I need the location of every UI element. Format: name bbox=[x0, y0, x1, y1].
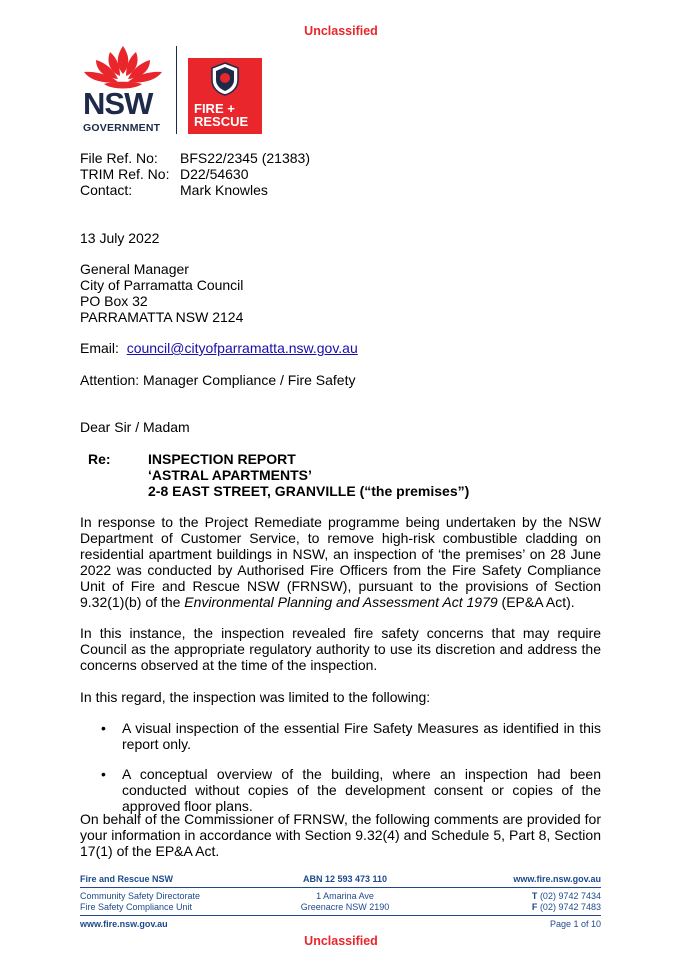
email-line bbox=[80, 340, 358, 356]
attention-line: Attention: Manager Compliance / Fire Safety bbox=[80, 372, 356, 388]
bullet-icon: • bbox=[101, 766, 106, 782]
bullet-item: A visual inspection of the essential Fire Safety Measures as identified in this report only. bbox=[122, 720, 601, 752]
address-line: City of Parramatta Council bbox=[80, 277, 244, 293]
email-link[interactable]: council@cityofparramatta.nsw.gov.au bbox=[126, 340, 358, 356]
waratah-icon bbox=[80, 44, 166, 92]
ref-label: Contact: bbox=[80, 182, 133, 198]
re-line: ‘ASTRAL APARTMENTS’ bbox=[148, 467, 312, 483]
paragraph-concerns: In this instance, the inspection revealed fire safety concerns that may require Council as the appropriate regulatory authority to use its discretion and address the concerns observed at the time of the inspection. bbox=[80, 625, 601, 673]
ref-row bbox=[80, 150, 310, 166]
page-number: Page 1 of 10 bbox=[549, 919, 601, 929]
ref-row bbox=[80, 182, 310, 198]
re-line: 2-8 EAST STREET, GRANVILLE (“the premises”) bbox=[148, 483, 470, 499]
ref-value: BFS22/2345 (21383) bbox=[180, 150, 310, 166]
bullet-item: A conceptual overview of the building, where an inspection had been conducted without copies of the development consent or copies of the approved floor plans. bbox=[122, 766, 601, 814]
ref-value: Mark Knowles bbox=[180, 182, 268, 198]
paragraph-intro bbox=[80, 514, 601, 610]
footer-website-left[interactable]: www.fire.nsw.gov.au bbox=[80, 919, 168, 929]
footer-dir-line: Community Safety Directorate bbox=[80, 891, 201, 901]
act-title: Environmental Planning and Assessment Act 1979 bbox=[184, 594, 498, 610]
fax-label: F bbox=[531, 902, 538, 912]
bullet-icon: • bbox=[101, 720, 106, 736]
classification-top: Unclassified bbox=[304, 24, 378, 38]
fire-rescue-line2: RESCUE bbox=[194, 114, 249, 129]
phone-value: (02) 9742 7434 bbox=[539, 891, 601, 901]
footer-divider bbox=[80, 915, 601, 916]
paragraph-limitations: In this regard, the inspection was limited to the following: bbox=[80, 689, 431, 705]
address-line: General Manager bbox=[80, 261, 189, 277]
fire-rescue-line1: FIRE + bbox=[194, 101, 235, 116]
footer-website[interactable]: www.fire.nsw.gov.au bbox=[513, 874, 601, 884]
nsw-logo-text: NSW bbox=[83, 86, 153, 121]
footer-address-line: Greenacre NSW 2190 bbox=[300, 902, 390, 912]
ref-label: File Ref. No: bbox=[80, 150, 158, 166]
paragraph-commissioner: On behalf of the Commissioner of FRNSW, the following comments are provided for your information in accordance with Section 9.32(4) and Schedule 5, Part 8, Section 17(1) of the EP&A Act. bbox=[80, 811, 601, 859]
address-line: PO Box 32 bbox=[80, 293, 148, 309]
fire-rescue-text bbox=[194, 102, 248, 128]
email-label: Email: bbox=[80, 340, 119, 356]
address-line: PARRAMATTA NSW 2124 bbox=[80, 309, 244, 325]
footer-contact bbox=[451, 891, 601, 913]
paragraph-intro-end: (EP&A Act). bbox=[497, 594, 575, 610]
ref-value: D22/54630 bbox=[180, 166, 249, 182]
footer-phone bbox=[451, 891, 601, 902]
classification-bottom: Unclassified bbox=[304, 934, 378, 948]
re-subject bbox=[148, 451, 469, 499]
re-line: INSPECTION REPORT bbox=[148, 451, 296, 467]
footer-divider bbox=[80, 887, 601, 888]
footer-directorate bbox=[80, 891, 200, 913]
reference-block bbox=[80, 150, 310, 198]
re-label: Re: bbox=[88, 451, 111, 467]
footer-dir-line: Fire Safety Compliance Unit bbox=[80, 902, 193, 912]
salutation: Dear Sir / Madam bbox=[80, 419, 190, 435]
footer-fax bbox=[451, 902, 601, 913]
paragraph-intro-text: In response to the Project Remediate programme being undertaken by the NSW Department of Customer Service, to remove high-risk combustible cladding on residential apartment buildings in NSW, an inspection of ‘the premises’ on 28 June 2022 was conducted by Authorised Fire Officers from the Fire Safety Compliance Unit of Fire and Rescue NSW (FRNSW), pursuant to the provisions of Section 9.32(1)(b) of the bbox=[80, 514, 601, 610]
fire-rescue-crest-icon bbox=[210, 62, 240, 96]
letter-date: 13 July 2022 bbox=[80, 230, 160, 246]
footer-org: Fire and Rescue NSW bbox=[80, 874, 174, 884]
ref-row bbox=[80, 166, 310, 182]
recipient-address bbox=[80, 261, 243, 325]
ref-label: TRIM Ref. No: bbox=[80, 166, 170, 182]
fax-value: (02) 9742 7483 bbox=[539, 902, 601, 912]
nsw-government-text: GOVERNMENT bbox=[83, 122, 161, 134]
phone-label: T bbox=[531, 891, 538, 901]
footer-abn: ABN 12 593 473 110 bbox=[302, 874, 388, 884]
footer-address-line: 1 Amarina Ave bbox=[316, 891, 374, 901]
footer-address bbox=[280, 891, 410, 913]
logo-block bbox=[80, 44, 262, 136]
logo-divider bbox=[176, 46, 177, 134]
